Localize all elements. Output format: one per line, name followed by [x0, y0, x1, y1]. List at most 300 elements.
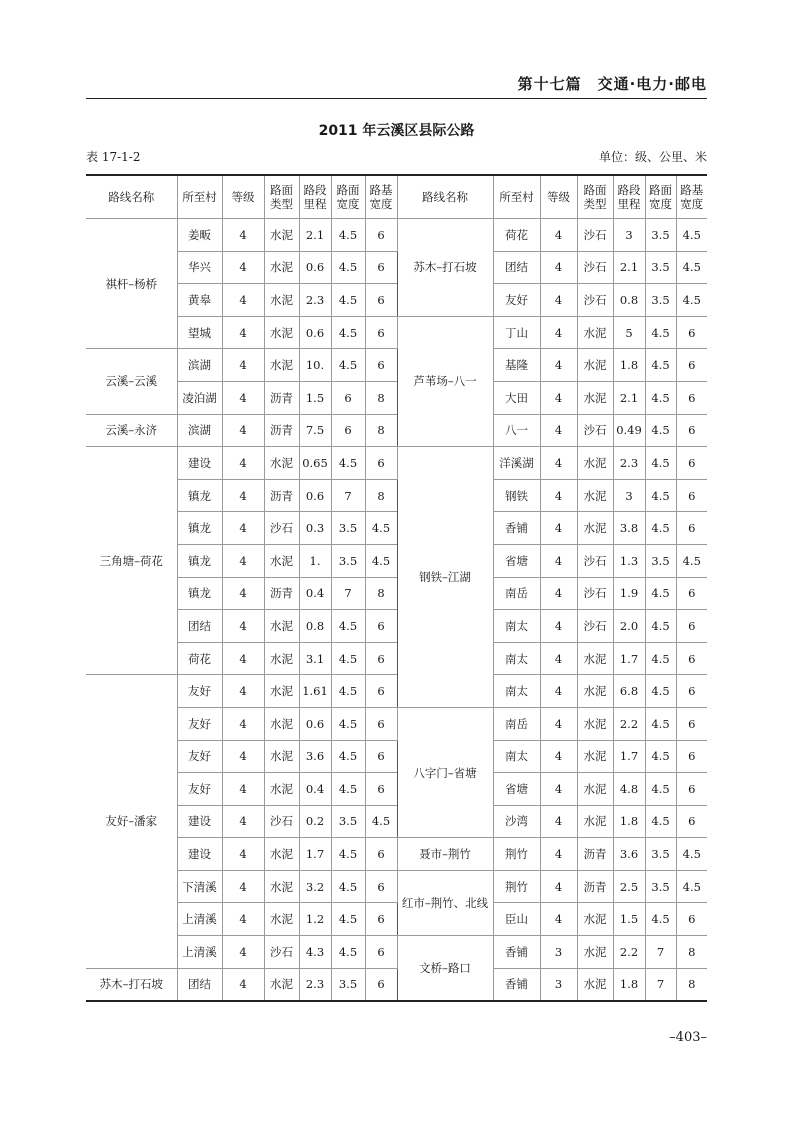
- table-row: [86, 936, 707, 969]
- col-village: 所至村: [177, 175, 222, 219]
- village-cell-2: 沙湾: [493, 805, 540, 838]
- mileage-cell: 1.: [299, 544, 331, 577]
- table-row: [86, 838, 707, 871]
- roadbed-width-cell: 4.5: [365, 805, 397, 838]
- village-cell: 建设: [177, 838, 222, 871]
- village-cell: 友好: [177, 740, 222, 773]
- col-surface-type: 路面类型: [264, 175, 299, 219]
- village-cell-2: 南太: [493, 610, 540, 643]
- surface-cell: 水泥: [264, 316, 299, 349]
- surface-cell: 沙石: [264, 512, 299, 545]
- surface-width-cell: 7: [331, 577, 365, 610]
- roadbed-width-cell: 6: [365, 936, 397, 969]
- village-cell-2: 南岳: [493, 577, 540, 610]
- mileage-cell: 4.3: [299, 936, 331, 969]
- roadbed-width-cell: 8: [365, 381, 397, 414]
- surface-width-cell-2: 4.5: [645, 740, 676, 773]
- village-cell-2: 南太: [493, 740, 540, 773]
- mileage-cell-2: 1.5: [613, 903, 645, 936]
- village-cell: 下清溪: [177, 870, 222, 903]
- village-cell: 建设: [177, 447, 222, 480]
- surface-width-cell-2: 4.5: [645, 577, 676, 610]
- roadbed-width-cell-2: 4.5: [676, 838, 707, 871]
- village-cell-2: 荆竹: [493, 838, 540, 871]
- village-cell-2: 省塘: [493, 773, 540, 806]
- roadbed-width-cell-2: 6: [676, 316, 707, 349]
- route-name: 祺杆–杨桥: [86, 219, 177, 349]
- surface-cell-2: 沙石: [577, 251, 613, 284]
- table-row: [86, 284, 707, 317]
- col-route-name-2: 路线名称: [397, 175, 493, 219]
- col-surface-type-2: 路面类型: [577, 175, 613, 219]
- village-cell-2: 丁山: [493, 316, 540, 349]
- header-row: [86, 175, 707, 219]
- surface-cell: 水泥: [264, 675, 299, 708]
- surface-cell: 水泥: [264, 284, 299, 317]
- roadbed-width-cell: 6: [365, 838, 397, 871]
- route-name: 三角塘–荷花: [86, 447, 177, 675]
- grade-cell-2: 4: [540, 773, 577, 806]
- roadbed-width-cell-2: 8: [676, 968, 707, 1001]
- table-row: [86, 773, 707, 806]
- village-cell: 滨湖: [177, 349, 222, 382]
- mileage-cell: 0.65: [299, 447, 331, 480]
- surface-cell-2: 水泥: [577, 316, 613, 349]
- mileage-cell: 0.6: [299, 251, 331, 284]
- mileage-cell-2: 2.3: [613, 447, 645, 480]
- roadbed-width-cell: 6: [365, 284, 397, 317]
- surface-cell: 沥青: [264, 414, 299, 447]
- table-row: [86, 381, 707, 414]
- grade-cell: 4: [222, 773, 264, 806]
- surface-cell-2: 水泥: [577, 349, 613, 382]
- roadbed-width-cell-2: 6: [676, 349, 707, 382]
- table-row: [86, 414, 707, 447]
- surface-width-cell-2: 3.5: [645, 219, 676, 252]
- mileage-cell: 0.8: [299, 610, 331, 643]
- grade-cell-2: 3: [540, 936, 577, 969]
- village-cell-2: 臣山: [493, 903, 540, 936]
- route-name: 云溪–云溪: [86, 349, 177, 414]
- village-cell: 滨湖: [177, 414, 222, 447]
- mileage-cell-2: 1.9: [613, 577, 645, 610]
- route-name-2: 钢铁–江湖: [397, 447, 493, 708]
- village-cell-2: 洋溪湖: [493, 447, 540, 480]
- mileage-cell-2: 1.7: [613, 642, 645, 675]
- table-body: [86, 219, 707, 1002]
- mileage-cell: 3.1: [299, 642, 331, 675]
- surface-cell: 沙石: [264, 936, 299, 969]
- surface-cell: 水泥: [264, 968, 299, 1001]
- grade-cell: 4: [222, 610, 264, 643]
- village-cell: 团结: [177, 968, 222, 1001]
- mileage-cell: 1.5: [299, 381, 331, 414]
- surface-width-cell-2: 4.5: [645, 707, 676, 740]
- surface-width-cell: 4.5: [331, 936, 365, 969]
- grade-cell: 4: [222, 479, 264, 512]
- surface-width-cell-2: 4.5: [645, 479, 676, 512]
- col-grade-2: 等级: [540, 175, 577, 219]
- surface-cell: 沙石: [264, 805, 299, 838]
- surface-width-cell: 7: [331, 479, 365, 512]
- mileage-cell-2: 2.1: [613, 251, 645, 284]
- col-mileage-2: 路段里程: [613, 175, 645, 219]
- village-cell: 姜畈: [177, 219, 222, 252]
- roadbed-width-cell: 6: [365, 968, 397, 1001]
- table-row: [86, 349, 707, 382]
- roadbed-width-cell-2: 6: [676, 740, 707, 773]
- surface-cell: 水泥: [264, 903, 299, 936]
- surface-width-cell: 4.5: [331, 349, 365, 382]
- surface-width-cell-2: 4.5: [645, 349, 676, 382]
- mileage-cell: 0.3: [299, 512, 331, 545]
- route-name: 友好–潘家: [86, 675, 177, 968]
- page-number: –403–: [669, 1030, 707, 1045]
- village-cell: 凌泊湖: [177, 381, 222, 414]
- route-name-2: 八字门–省塘: [397, 707, 493, 837]
- surface-cell: 水泥: [264, 251, 299, 284]
- surface-cell: 水泥: [264, 219, 299, 252]
- roadbed-width-cell-2: 4.5: [676, 870, 707, 903]
- surface-width-cell: 4.5: [331, 773, 365, 806]
- table-row: [86, 805, 707, 838]
- col-mileage: 路段里程: [299, 175, 331, 219]
- surface-width-cell: 4.5: [331, 284, 365, 317]
- village-cell: 华兴: [177, 251, 222, 284]
- surface-cell-2: 沙石: [577, 544, 613, 577]
- surface-width-cell: 4.5: [331, 316, 365, 349]
- village-cell: 建设: [177, 805, 222, 838]
- grade-cell: 4: [222, 838, 264, 871]
- roadbed-width-cell: 6: [365, 219, 397, 252]
- grade-cell-2: 4: [540, 838, 577, 871]
- mileage-cell-2: 2.5: [613, 870, 645, 903]
- roadbed-width-cell: 8: [365, 577, 397, 610]
- mileage-cell-2: 0.49: [613, 414, 645, 447]
- roadbed-width-cell: 6: [365, 447, 397, 480]
- surface-cell-2: 水泥: [577, 740, 613, 773]
- grade-cell: 4: [222, 642, 264, 675]
- grade-cell: 4: [222, 870, 264, 903]
- grade-cell-2: 4: [540, 805, 577, 838]
- village-cell-2: 钢铁: [493, 479, 540, 512]
- roadbed-width-cell: 6: [365, 642, 397, 675]
- mileage-cell: 1.61: [299, 675, 331, 708]
- surface-width-cell: 3.5: [331, 805, 365, 838]
- col-roadbed-width-2: 路基宽度: [676, 175, 707, 219]
- mileage-cell-2: 3.8: [613, 512, 645, 545]
- surface-cell-2: 水泥: [577, 381, 613, 414]
- grade-cell-2: 4: [540, 740, 577, 773]
- table-title: 2011 年云溪区县际公路: [318, 123, 475, 139]
- table-row: [86, 707, 707, 740]
- table-row: [86, 219, 707, 252]
- surface-width-cell-2: 4.5: [645, 642, 676, 675]
- mileage-cell-2: 1.8: [613, 805, 645, 838]
- col-surface-width-2: 路面宽度: [645, 175, 676, 219]
- surface-cell-2: 水泥: [577, 642, 613, 675]
- table-row: [86, 577, 707, 610]
- mileage-cell: 0.6: [299, 707, 331, 740]
- mileage-cell-2: 3.6: [613, 838, 645, 871]
- village-cell-2: 大田: [493, 381, 540, 414]
- roadbed-width-cell-2: 6: [676, 773, 707, 806]
- village-cell: 望城: [177, 316, 222, 349]
- roadbed-width-cell: 8: [365, 479, 397, 512]
- village-cell-2: 香铺: [493, 936, 540, 969]
- mileage-cell: 10.: [299, 349, 331, 382]
- table-row: [86, 740, 707, 773]
- mileage-cell-2: 1.8: [613, 349, 645, 382]
- table-row: [86, 447, 707, 480]
- grade-cell: 4: [222, 251, 264, 284]
- roadbed-width-cell-2: 6: [676, 381, 707, 414]
- route-name: 云溪–永济: [86, 414, 177, 447]
- col-village-2: 所至村: [493, 175, 540, 219]
- roadbed-width-cell: 6: [365, 675, 397, 708]
- village-cell-2: 南岳: [493, 707, 540, 740]
- roadbed-width-cell: 6: [365, 740, 397, 773]
- grade-cell-2: 4: [540, 707, 577, 740]
- surface-width-cell: 6: [331, 381, 365, 414]
- surface-width-cell-2: 7: [645, 968, 676, 1001]
- surface-width-cell-2: 3.5: [645, 838, 676, 871]
- village-cell: 荷花: [177, 642, 222, 675]
- grade-cell-2: 4: [540, 642, 577, 675]
- grade-cell: 4: [222, 381, 264, 414]
- village-cell-2: 荷花: [493, 219, 540, 252]
- col-grade: 等级: [222, 175, 264, 219]
- mileage-cell-2: 5: [613, 316, 645, 349]
- mileage-cell: 0.2: [299, 805, 331, 838]
- village-cell: 上清溪: [177, 903, 222, 936]
- village-cell-2: 香铺: [493, 512, 540, 545]
- table-row: [86, 316, 707, 349]
- mileage-cell: 0.4: [299, 773, 331, 806]
- roadbed-width-cell-2: 6: [676, 447, 707, 480]
- mileage-cell: 1.2: [299, 903, 331, 936]
- grade-cell: 4: [222, 936, 264, 969]
- grade-cell-2: 4: [540, 544, 577, 577]
- roadbed-width-cell: 8: [365, 414, 397, 447]
- mileage-cell: 7.5: [299, 414, 331, 447]
- grade-cell-2: 4: [540, 414, 577, 447]
- village-cell-2: 八一: [493, 414, 540, 447]
- table-row: [86, 512, 707, 545]
- surface-width-cell-2: 4.5: [645, 805, 676, 838]
- grade-cell-2: 4: [540, 577, 577, 610]
- roadbed-width-cell-2: 6: [676, 903, 707, 936]
- village-cell-2: 基隆: [493, 349, 540, 382]
- surface-width-cell: 4.5: [331, 870, 365, 903]
- surface-cell-2: 沥青: [577, 838, 613, 871]
- surface-cell: 水泥: [264, 740, 299, 773]
- village-cell: 友好: [177, 675, 222, 708]
- grade-cell-2: 4: [540, 251, 577, 284]
- roadbed-width-cell-2: 4.5: [676, 544, 707, 577]
- surface-cell-2: 水泥: [577, 805, 613, 838]
- grade-cell: 4: [222, 316, 264, 349]
- grade-cell-2: 4: [540, 349, 577, 382]
- table-row: [86, 479, 707, 512]
- surface-cell-2: 水泥: [577, 707, 613, 740]
- grade-cell-2: 4: [540, 512, 577, 545]
- mileage-cell-2: 2.1: [613, 381, 645, 414]
- col-roadbed-width: 路基宽度: [365, 175, 397, 219]
- mileage-cell-2: 1.3: [613, 544, 645, 577]
- roadbed-width-cell-2: 6: [676, 479, 707, 512]
- table-row: [86, 610, 707, 643]
- roadbed-width-cell-2: 6: [676, 610, 707, 643]
- route-name-2: 聂市–荆竹: [397, 838, 493, 871]
- grade-cell-2: 4: [540, 675, 577, 708]
- route-name-2: 苏木–打石坡: [397, 219, 493, 317]
- surface-width-cell: 3.5: [331, 544, 365, 577]
- surface-cell-2: 水泥: [577, 903, 613, 936]
- table-row: [86, 251, 707, 284]
- surface-width-cell: 4.5: [331, 642, 365, 675]
- surface-cell-2: 水泥: [577, 479, 613, 512]
- mileage-cell: 2.1: [299, 219, 331, 252]
- surface-cell: 水泥: [264, 642, 299, 675]
- mileage-cell-2: 0.8: [613, 284, 645, 317]
- grade-cell: 4: [222, 349, 264, 382]
- surface-cell-2: 水泥: [577, 512, 613, 545]
- surface-width-cell-2: 4.5: [645, 381, 676, 414]
- surface-cell: 水泥: [264, 610, 299, 643]
- surface-width-cell: 4.5: [331, 251, 365, 284]
- mileage-cell-2: 4.8: [613, 773, 645, 806]
- surface-width-cell: 4.5: [331, 740, 365, 773]
- mileage-cell-2: 2.0: [613, 610, 645, 643]
- chapter-title: 第十七篇 交通·电力·邮电: [517, 75, 707, 93]
- surface-width-cell-2: 3.5: [645, 544, 676, 577]
- roadbed-width-cell-2: 4.5: [676, 284, 707, 317]
- grade-cell: 4: [222, 414, 264, 447]
- surface-width-cell-2: 4.5: [645, 447, 676, 480]
- roadbed-width-cell: 6: [365, 903, 397, 936]
- village-cell: 友好: [177, 773, 222, 806]
- surface-cell: 水泥: [264, 838, 299, 871]
- surface-width-cell-2: 4.5: [645, 610, 676, 643]
- surface-width-cell-2: 4.5: [645, 316, 676, 349]
- roadbed-width-cell-2: 6: [676, 414, 707, 447]
- surface-cell: 水泥: [264, 707, 299, 740]
- mileage-cell: 0.4: [299, 577, 331, 610]
- grade-cell-2: 4: [540, 219, 577, 252]
- surface-width-cell-2: 4.5: [645, 512, 676, 545]
- table-row: [86, 544, 707, 577]
- grade-cell: 4: [222, 284, 264, 317]
- surface-cell-2: 水泥: [577, 447, 613, 480]
- surface-cell-2: 沙石: [577, 284, 613, 317]
- table-row: [86, 968, 707, 1001]
- roadbed-width-cell-2: 6: [676, 675, 707, 708]
- surface-width-cell: 4.5: [331, 838, 365, 871]
- table-row: [86, 642, 707, 675]
- surface-cell: 沥青: [264, 577, 299, 610]
- grade-cell-2: 4: [540, 903, 577, 936]
- unit-note: 单位：级、公里、米: [598, 150, 707, 164]
- surface-width-cell: 6: [331, 414, 365, 447]
- route-name: 苏木–打石坡: [86, 968, 177, 1001]
- mileage-cell: 0.6: [299, 316, 331, 349]
- table-meta: [86, 148, 707, 168]
- mileage-cell: 1.7: [299, 838, 331, 871]
- surface-width-cell: 4.5: [331, 610, 365, 643]
- surface-width-cell-2: 3.5: [645, 251, 676, 284]
- village-cell: 友好: [177, 707, 222, 740]
- surface-width-cell: 4.5: [331, 903, 365, 936]
- surface-width-cell: 3.5: [331, 968, 365, 1001]
- surface-width-cell: 4.5: [331, 447, 365, 480]
- surface-width-cell-2: 4.5: [645, 414, 676, 447]
- mileage-cell: 3.2: [299, 870, 331, 903]
- grade-cell: 4: [222, 544, 264, 577]
- surface-width-cell: 3.5: [331, 512, 365, 545]
- mileage-cell: 2.3: [299, 284, 331, 317]
- running-head: [86, 70, 707, 99]
- roadbed-width-cell: 6: [365, 707, 397, 740]
- village-cell-2: 团结: [493, 251, 540, 284]
- grade-cell: 4: [222, 903, 264, 936]
- col-route-name: 路线名称: [86, 175, 177, 219]
- roadbed-width-cell-2: 6: [676, 512, 707, 545]
- roadbed-width-cell: 6: [365, 251, 397, 284]
- grade-cell-2: 3: [540, 968, 577, 1001]
- surface-width-cell-2: 4.5: [645, 675, 676, 708]
- roadbed-width-cell: 6: [365, 870, 397, 903]
- route-name-2: 芦苇场–八一: [397, 316, 493, 446]
- surface-width-cell-2: 4.5: [645, 773, 676, 806]
- mileage-cell: 3.6: [299, 740, 331, 773]
- surface-width-cell: 4.5: [331, 219, 365, 252]
- mileage-cell-2: 3: [613, 479, 645, 512]
- village-cell-2: 荆竹: [493, 870, 540, 903]
- village-cell-2: 省塘: [493, 544, 540, 577]
- county-roads-table: [86, 174, 707, 1002]
- village-cell: 黄皋: [177, 284, 222, 317]
- grade-cell: 4: [222, 512, 264, 545]
- village-cell: 镇龙: [177, 577, 222, 610]
- roadbed-width-cell: 6: [365, 349, 397, 382]
- surface-width-cell-2: 4.5: [645, 903, 676, 936]
- grade-cell-2: 4: [540, 316, 577, 349]
- grade-cell: 4: [222, 219, 264, 252]
- surface-cell-2: 水泥: [577, 936, 613, 969]
- surface-cell: 水泥: [264, 870, 299, 903]
- surface-width-cell: 4.5: [331, 707, 365, 740]
- roadbed-width-cell-2: 6: [676, 642, 707, 675]
- surface-cell: 沥青: [264, 381, 299, 414]
- village-cell-2: 香铺: [493, 968, 540, 1001]
- roadbed-width-cell: 6: [365, 773, 397, 806]
- roadbed-width-cell-2: 6: [676, 805, 707, 838]
- roadbed-width-cell-2: 6: [676, 707, 707, 740]
- mileage-cell-2: 1.8: [613, 968, 645, 1001]
- village-cell-2: 南太: [493, 675, 540, 708]
- table-number: 表 17-1-2: [86, 150, 141, 164]
- roadbed-width-cell-2: 8: [676, 936, 707, 969]
- grade-cell-2: 4: [540, 479, 577, 512]
- grade-cell-2: 4: [540, 610, 577, 643]
- table-row: [86, 870, 707, 903]
- surface-cell-2: 水泥: [577, 968, 613, 1001]
- surface-width-cell: 4.5: [331, 675, 365, 708]
- grade-cell: 4: [222, 577, 264, 610]
- surface-cell: 水泥: [264, 773, 299, 806]
- surface-cell: 沥青: [264, 479, 299, 512]
